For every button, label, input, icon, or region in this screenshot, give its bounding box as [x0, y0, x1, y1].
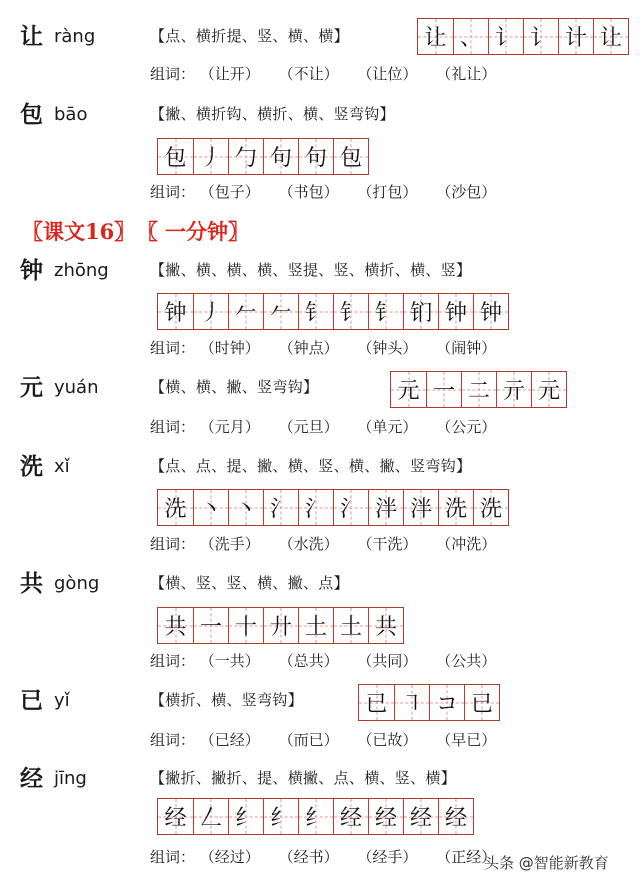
stroke-grid [157, 293, 509, 330]
grid-cell: 一 [193, 608, 228, 643]
word: （共同） [357, 652, 418, 670]
stroke-order: 【点、横折提、竖、横、横】 [150, 27, 349, 45]
entry-char: 已 [20, 688, 43, 714]
entry-char: 共 [20, 571, 43, 597]
grid-cell: 亓 [496, 372, 531, 407]
grid-cell: 氵 [263, 490, 298, 525]
word: （不让） [278, 65, 339, 83]
grid-cell: 经 [158, 799, 193, 834]
words-label: 组词： [150, 339, 196, 357]
grid-cell: 十 [228, 608, 263, 643]
stroke-order: 【横、横、撇、竖弯钩】 [150, 378, 319, 396]
lesson-number: 〖课文16〗 [22, 219, 136, 244]
grid-cell: 钅 [368, 294, 403, 329]
words-label: 组词： [150, 535, 196, 553]
grid-cell: 廾 [263, 608, 298, 643]
word-list [150, 417, 510, 437]
grid-cell: コ [429, 685, 464, 720]
word-list [150, 182, 510, 202]
stroke-grid [157, 607, 404, 644]
grid-cell: 经 [438, 799, 473, 834]
words-label: 组词： [150, 183, 196, 201]
word-list [150, 534, 510, 554]
grid-cell: 钅 [298, 294, 333, 329]
grid-cell: 经 [333, 799, 368, 834]
word: （而已） [278, 731, 339, 749]
grid-cell: 钟 [473, 294, 508, 329]
grid-cell: 洗 [473, 490, 508, 525]
grid-cell: 元 [531, 372, 566, 407]
word: （书包） [278, 183, 339, 201]
grid-cell: 钟 [158, 294, 193, 329]
word: （闹钟） [436, 339, 497, 357]
word-list [150, 730, 510, 750]
grid-cell: 、 [453, 19, 488, 54]
grid-cell: 句 [263, 139, 298, 174]
grid-cell: 纟 [263, 799, 298, 834]
grid-cell: 丶 [228, 490, 263, 525]
stroke-grid [157, 138, 369, 175]
entry-pinyin: zhōng [54, 260, 109, 281]
grid-cell: 勹 [228, 139, 263, 174]
grid-cell: 共 [368, 608, 403, 643]
grid-cell: 丶 [193, 490, 228, 525]
grid-cell: 已 [464, 685, 499, 720]
grid-cell: 元 [391, 372, 426, 407]
grid-cell: 泮 [403, 490, 438, 525]
grid-cell: 洗 [438, 490, 473, 525]
words-label: 组词： [150, 731, 196, 749]
words-label: 组词： [150, 418, 196, 436]
stroke-order: 【撇、横、横、横、竖提、竖、横折、横、竖】 [150, 261, 472, 279]
grid-cell: 纟 [298, 799, 333, 834]
lesson-header [22, 218, 261, 246]
entry-pinyin: xǐ [54, 456, 70, 477]
watermark: 头条 @智能新教育 [484, 854, 609, 872]
word: （让位） [357, 65, 418, 83]
word: （钟头） [357, 339, 418, 357]
grid-cell: 丿 [193, 139, 228, 174]
stroke-order: 【点、点、提、撇、横、竖、横、撇、竖弯钩】 [150, 457, 472, 475]
word: （经手） [357, 848, 418, 866]
grid-cell: 洗 [158, 490, 193, 525]
word: （公共） [436, 652, 497, 670]
stroke-grid [417, 18, 629, 55]
grid-cell: 钔 [403, 294, 438, 329]
grid-cell: 已 [359, 685, 394, 720]
entry-pinyin: yuán [54, 377, 99, 398]
grid-cell: 钟 [438, 294, 473, 329]
grid-cell: 让 [593, 19, 628, 54]
words-label: 组词： [150, 652, 196, 670]
grid-cell: 𠂉 [228, 294, 263, 329]
stroke-grid [157, 798, 474, 835]
grid-cell: 讠 [488, 19, 523, 54]
grid-cell: 包 [333, 139, 368, 174]
word: （洗手） [199, 535, 260, 553]
word: （打包） [357, 183, 418, 201]
words-label: 组词： [150, 65, 196, 83]
entry-char: 包 [20, 102, 43, 128]
word: （元旦） [278, 418, 339, 436]
grid-cell: 讠 [523, 19, 558, 54]
grid-cell: 土 [333, 608, 368, 643]
stroke-order: 【撇、横折钩、横折、横、竖弯钩】 [150, 105, 395, 123]
grid-cell: 一 [426, 372, 461, 407]
entry-char: 洗 [20, 454, 43, 480]
grid-cell: 丿 [193, 294, 228, 329]
grid-cell: ㇕ [394, 685, 429, 720]
words-label: 组词： [150, 848, 196, 866]
grid-cell: 钅 [333, 294, 368, 329]
grid-cell: 计 [558, 19, 593, 54]
word: （元月） [199, 418, 260, 436]
grid-cell: 句 [298, 139, 333, 174]
word: （时钟） [199, 339, 260, 357]
entry-char: 钟 [20, 258, 43, 284]
grid-cell: 包 [158, 139, 193, 174]
grid-cell: 泮 [368, 490, 403, 525]
word-list [150, 338, 510, 358]
grid-cell: 二 [461, 372, 496, 407]
grid-cell: 经 [403, 799, 438, 834]
word-list [150, 64, 510, 84]
entry-pinyin: bāo [54, 104, 88, 125]
grid-cell: 𠂉 [263, 294, 298, 329]
stroke-grid [358, 684, 500, 721]
entry-pinyin: ràng [54, 26, 96, 47]
word: （礼让） [436, 65, 497, 83]
word: （钟点） [278, 339, 339, 357]
grid-cell: 纟 [228, 799, 263, 834]
stroke-grid [390, 371, 567, 408]
entry-pinyin: gòng [54, 573, 100, 594]
word: （冲洗） [436, 535, 497, 553]
word: （已经） [199, 731, 260, 749]
grid-cell: 𠃋 [193, 799, 228, 834]
entry-pinyin: yǐ [54, 690, 70, 711]
word: （经过） [199, 848, 260, 866]
word: （一共） [199, 652, 260, 670]
word: （已故） [357, 731, 418, 749]
grid-cell: 共 [158, 608, 193, 643]
grid-cell: 经 [368, 799, 403, 834]
entry-pinyin: jīng [54, 768, 87, 789]
word-list [150, 651, 510, 671]
stroke-order: 【横、竖、竖、横、撇、点】 [150, 574, 349, 592]
word: （经书） [278, 848, 339, 866]
stroke-order: 【横折、横、竖弯钩】 [150, 691, 304, 709]
word: （水洗） [278, 535, 339, 553]
grid-cell: 氵 [333, 490, 368, 525]
word: （单元） [357, 418, 418, 436]
word: （正经） [436, 848, 497, 866]
word: （干洗） [357, 535, 418, 553]
word: （公元） [436, 418, 497, 436]
word: （包子） [199, 183, 260, 201]
word: （早已） [436, 731, 497, 749]
word: （沙包） [436, 183, 497, 201]
word-list [150, 847, 510, 867]
grid-cell: 土 [298, 608, 333, 643]
grid-cell: 让 [418, 19, 453, 54]
stroke-order: 【撇折、撇折、提、横撇、点、横、竖、横】 [150, 769, 457, 787]
entry-char: 元 [20, 375, 43, 401]
stroke-grid [157, 489, 509, 526]
grid-cell: 氵 [298, 490, 333, 525]
entry-char: 经 [20, 766, 43, 792]
entry-char: 让 [20, 24, 43, 50]
lesson-title: 〖 一分钟〗 [147, 219, 250, 244]
word: （总共） [278, 652, 339, 670]
word: （让开） [199, 65, 260, 83]
